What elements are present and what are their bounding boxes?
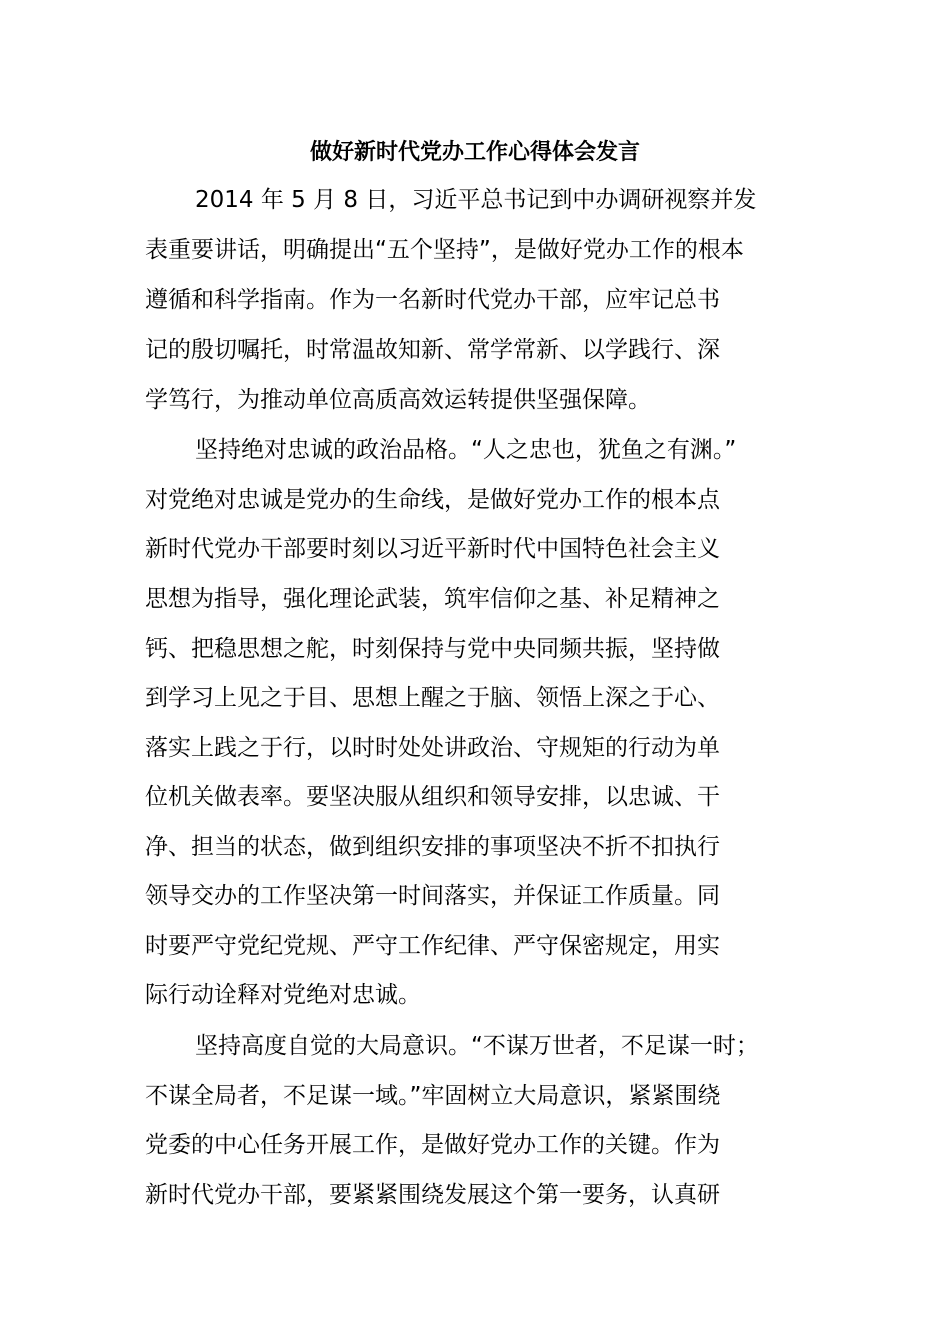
paragraph-2-line: 新时代党办干部要时刻以习近平新时代中国特色社会主义 (145, 536, 720, 562)
paragraph-2-line: 时要严守党纪党规、严守工作纪律、严守保密规定，用实 (145, 933, 720, 959)
paragraph-2-line: 际行动诠释对党绝对忠诚。 (145, 982, 421, 1008)
paragraph-3-line: 新时代党办干部，要紧紧围绕发展这个第一要务，认真研 (145, 1182, 720, 1208)
paragraph-2-line: 落实上践之于行，以时时处处讲政治、守规矩的行动为单 (145, 735, 720, 761)
paragraph-1-line: 遵循和科学指南。作为一名新时代党办干部，应牢记总书 (145, 287, 720, 313)
paragraph-3-line: 党委的中心任务开展工作，是做好党办工作的关键。作为 (145, 1132, 720, 1158)
paragraph-2-line: 思想为指导，强化理论武装，筑牢信仰之基、补足精神之 (145, 586, 720, 612)
paragraph-1-line: 表重要讲话，明确提出“五个坚持”，是做好党办工作的根本 (145, 237, 744, 263)
paragraph-2-line: 坚持绝对忠诚的政治品格。“人之忠也，犹鱼之有渊。” (195, 437, 737, 463)
paragraph-2-line: 位机关做表率。要坚决服从组织和领导安排，以忠诚、干 (145, 784, 720, 810)
paragraph-2-line: 领导交办的工作坚决第一时间落实，并保证工作质量。同 (145, 883, 720, 909)
paragraph-1-line: 学笃行，为推动单位高质高效运转提供坚强保障。 (145, 387, 651, 413)
paragraph-3-line: 坚持高度自觉的大局意识。“不谋万世者，不足谋一时； (195, 1033, 759, 1059)
paragraph-3-line: 不谋全局者，不足谋一域。”牢固树立大局意识，紧紧围绕 (145, 1083, 721, 1109)
paragraph-2-line: 到学习上见之于目、思想上醒之于脑、领悟上深之于心、 (145, 685, 720, 711)
paragraph-2-line: 对党绝对忠诚是党办的生命线，是做好党办工作的根本点 (145, 487, 720, 513)
paragraph-2-line: 钙、把稳思想之舵，时刻保持与党中央同频共振，坚持做 (145, 636, 720, 662)
paragraph-1-line: 2014 年 5 月 8 日，习近平总书记到中办调研视察并发 (195, 187, 757, 213)
document-title: 做好新时代党办工作心得体会发言 (309, 140, 640, 165)
paragraph-1-line: 记的殷切嘱托，时常温故知新、常学常新、以学践行、深 (145, 337, 720, 363)
paragraph-2-line: 净、担当的状态，做到组织安排的事项坚决不折不扣执行 (145, 834, 720, 860)
